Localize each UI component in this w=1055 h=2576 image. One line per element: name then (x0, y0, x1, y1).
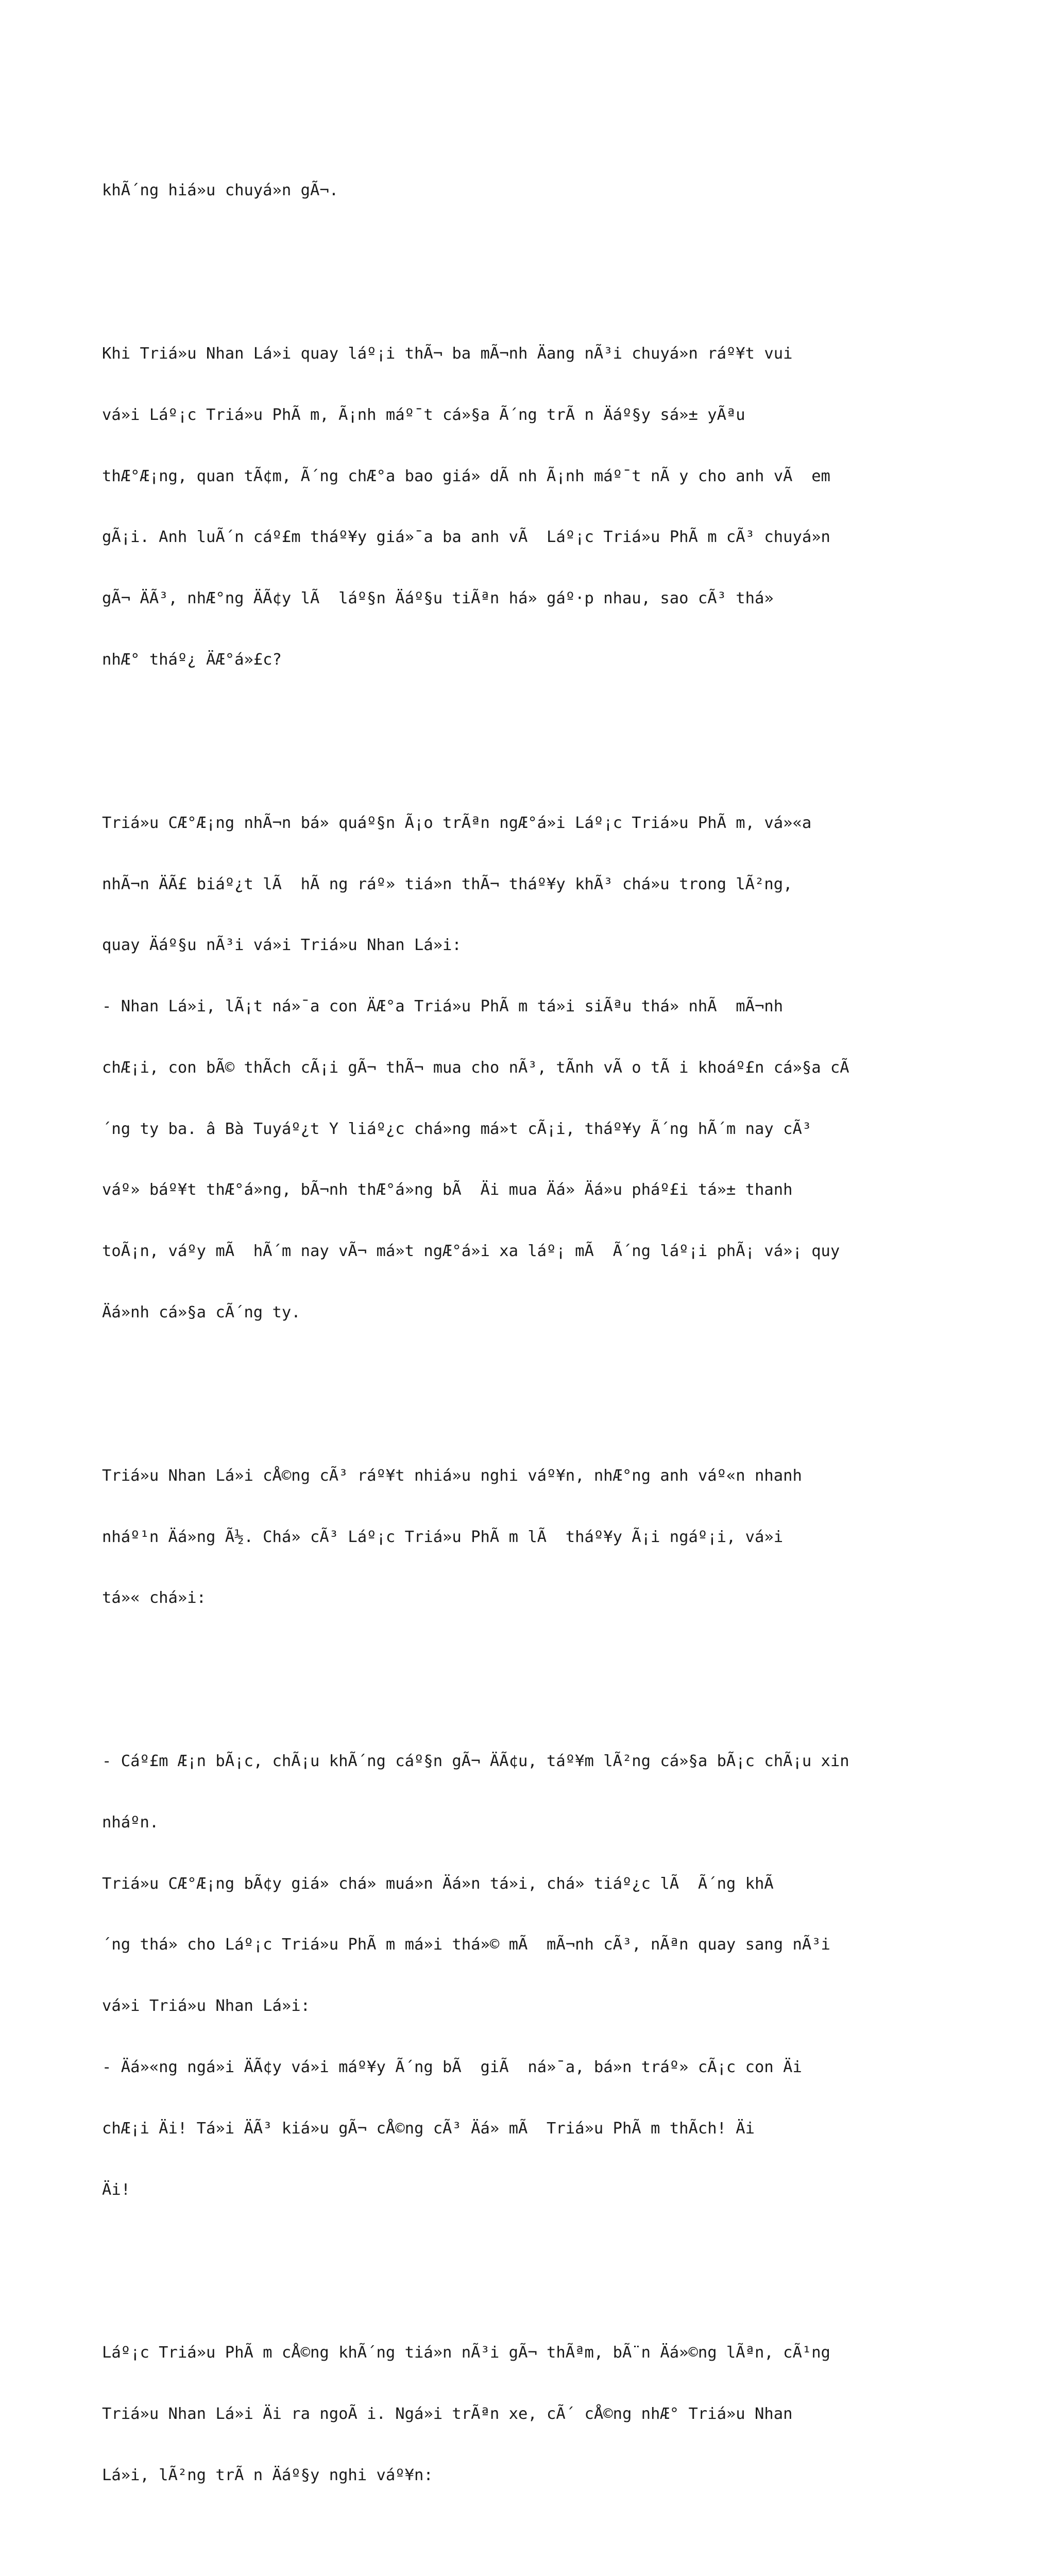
text-line: chÆ¡i, con bÃ© thÃch cÃ¡i gÃ¬ thÃ¬ mua cho nÃ³, tÃnh vÃ o tÃ i khoáº£n cá»§a cÃ (102, 1058, 849, 1077)
document-page (102, 99, 957, 2576)
text-line: vá»i Láº¡c Triá»u PhÃ m, Ã¡nh máº¯t cá»§a Ã´ng trÃ n Äáº§y sá»± yÃªu (102, 405, 745, 424)
text-line: - Nhan Lá»i, lÃ¡t ná»¯a con ÄÆ°a Triá»u PhÃ m tá»i siÃªu thá» nhÃ mÃ¬nh (102, 997, 784, 1016)
text-line: Äi! (102, 2180, 131, 2199)
text-line: Lá»i, lÃ²ng trÃ n Äáº§y nghi váº¥n: (102, 2466, 433, 2484)
text-line: Triá»u Nhan Lá»i Äi ra ngoÃ i. Ngá»i trÃªn xe, cÃ´ cÅ©ng nhÆ° Triá»u Nhan (102, 2405, 793, 2424)
text-line: nhÃ¬n ÄÃ£ biáº¿t lÃ hÃ ng ráº» tiá»n thÃ¬ tháº¥y khÃ³ chá»u trong lÃ²ng, (102, 875, 793, 893)
text-line: váº» báº¥t thÆ°á»ng, bÃ¬nh thÆ°á»ng bÃ Äi mua Äá» Äá»u pháº£i tá»± thanh (102, 1181, 793, 1199)
text-line: khÃ´ng hiá»u chuyá»n gÃ¬. (102, 181, 339, 200)
text-line: quay Äáº§u nÃ³i vá»i Triá»u Nhan Lá»i: (102, 936, 462, 955)
paragraph (102, 1425, 957, 1650)
text-line: chÆ¡i Äi! Tá»i ÄÃ³ kiá»u gÃ¬ cÅ©ng cÃ³ Äá» mÃ Triá»u PhÃ m thÃch! Äi (102, 2119, 755, 2138)
text-line: nháºn. (102, 1813, 159, 1832)
text-line: ´ng thá» cho Láº¡c Triá»u PhÃ m má»i thá»© mÃ mÃ¬nh cÃ³, nÃªn quay sang nÃ³i (102, 1936, 830, 1954)
text-line: - Cáº£m Æ¡n bÃ¡c, chÃ¡u khÃ´ng cáº§n gÃ¬ ÄÃ¢u, táº¥m lÃ²ng cá»§a bÃ¡c chÃ¡u xin (102, 1752, 849, 1771)
paragraph (102, 1710, 957, 2241)
text-line: toÃ¡n, váºy mÃ hÃ´m nay vÃ¬ má»t ngÆ°á»i xa láº¡ mÃ Ã´ng láº¡i phÃ¡ vá»¡ quy (102, 1242, 840, 1261)
text-line: nháº¹n Äá»ng Ã½. Chá» cÃ³ Láº¡c Triá»u PhÃ m lÃ tháº¥y Ã¡i ngáº¡i, vá»i (102, 1528, 784, 1546)
paragraph (102, 772, 957, 1364)
text-line: Triá»u CÆ°Æ¡ng bÃ¢y giá» chá» muá»n Äá»n tá»i, chá» tiáº¿c lÃ Ã´ng khÃ (102, 1874, 774, 1893)
text-line: - Äá»«ng ngá»i ÄÃ¢y vá»i máº¥y Ã´ng bÃ giÃ ná»¯a, bá»n tráº» cÃ¡c con Äi (102, 2058, 802, 2076)
text-line: nhÆ° tháº¿ ÄÆ°á»£c? (102, 651, 282, 669)
paragraph (102, 2302, 957, 2527)
text-line: Khi Triá»u Nhan Lá»i quay láº¡i thÃ¬ ba mÃ¬nh Äang nÃ³i chuyá»n ráº¥t vui (102, 345, 793, 363)
text-line: Äá»nh cá»§a cÃ´ng ty. (102, 1303, 301, 1322)
text-line: thÆ°Æ¡ng, quan tÃ¢m, Ã´ng chÆ°a bao giá» dÃ nh Ã¡nh máº¯t nÃ y cho anh vÃ em (102, 467, 830, 485)
text-line: Triá»u Nhan Lá»i cÅ©ng cÃ³ ráº¥t nhiá»u nghi váº¥n, nhÆ°ng anh váº«n nhanh (102, 1466, 802, 1485)
text-line: vá»i Triá»u Nhan Lá»i: (102, 1997, 310, 2015)
text-line: Láº¡c Triá»u PhÃ m cÅ©ng khÃ´ng tiá»n nÃ³i gÃ¬ thÃªm, bÃ¨n Äá»©ng lÃªn, cÃ¹ng (102, 2344, 830, 2362)
text-line: ´ng ty ba. â Bà Tuyáº¿t Y liáº¿c chá»ng má»t cÃ¡i, tháº¥y Ã´ng hÃ´m nay cÃ³ (102, 1120, 812, 1138)
text-line: gÃ¬ ÄÃ³, nhÆ°ng ÄÃ¢y lÃ láº§n Äáº§u tiÃªn há» gáº·p nhau, sao cÃ³ thá» (102, 589, 774, 608)
paragraph (102, 140, 957, 242)
paragraph (102, 303, 957, 711)
text-line: Triá»u CÆ°Æ¡ng nhÃ¬n bá» quáº§n Ã¡o trÃªn ngÆ°á»i Láº¡c Triá»u PhÃ m, vá»«a (102, 814, 812, 832)
text-line: tá»« chá»i: (102, 1589, 206, 1607)
text-line: gÃ¡i. Anh luÃ´n cáº£m tháº¥y giá»¯a ba anh vÃ Láº¡c Triá»u PhÃ m cÃ³ chuyá»n (102, 528, 830, 547)
